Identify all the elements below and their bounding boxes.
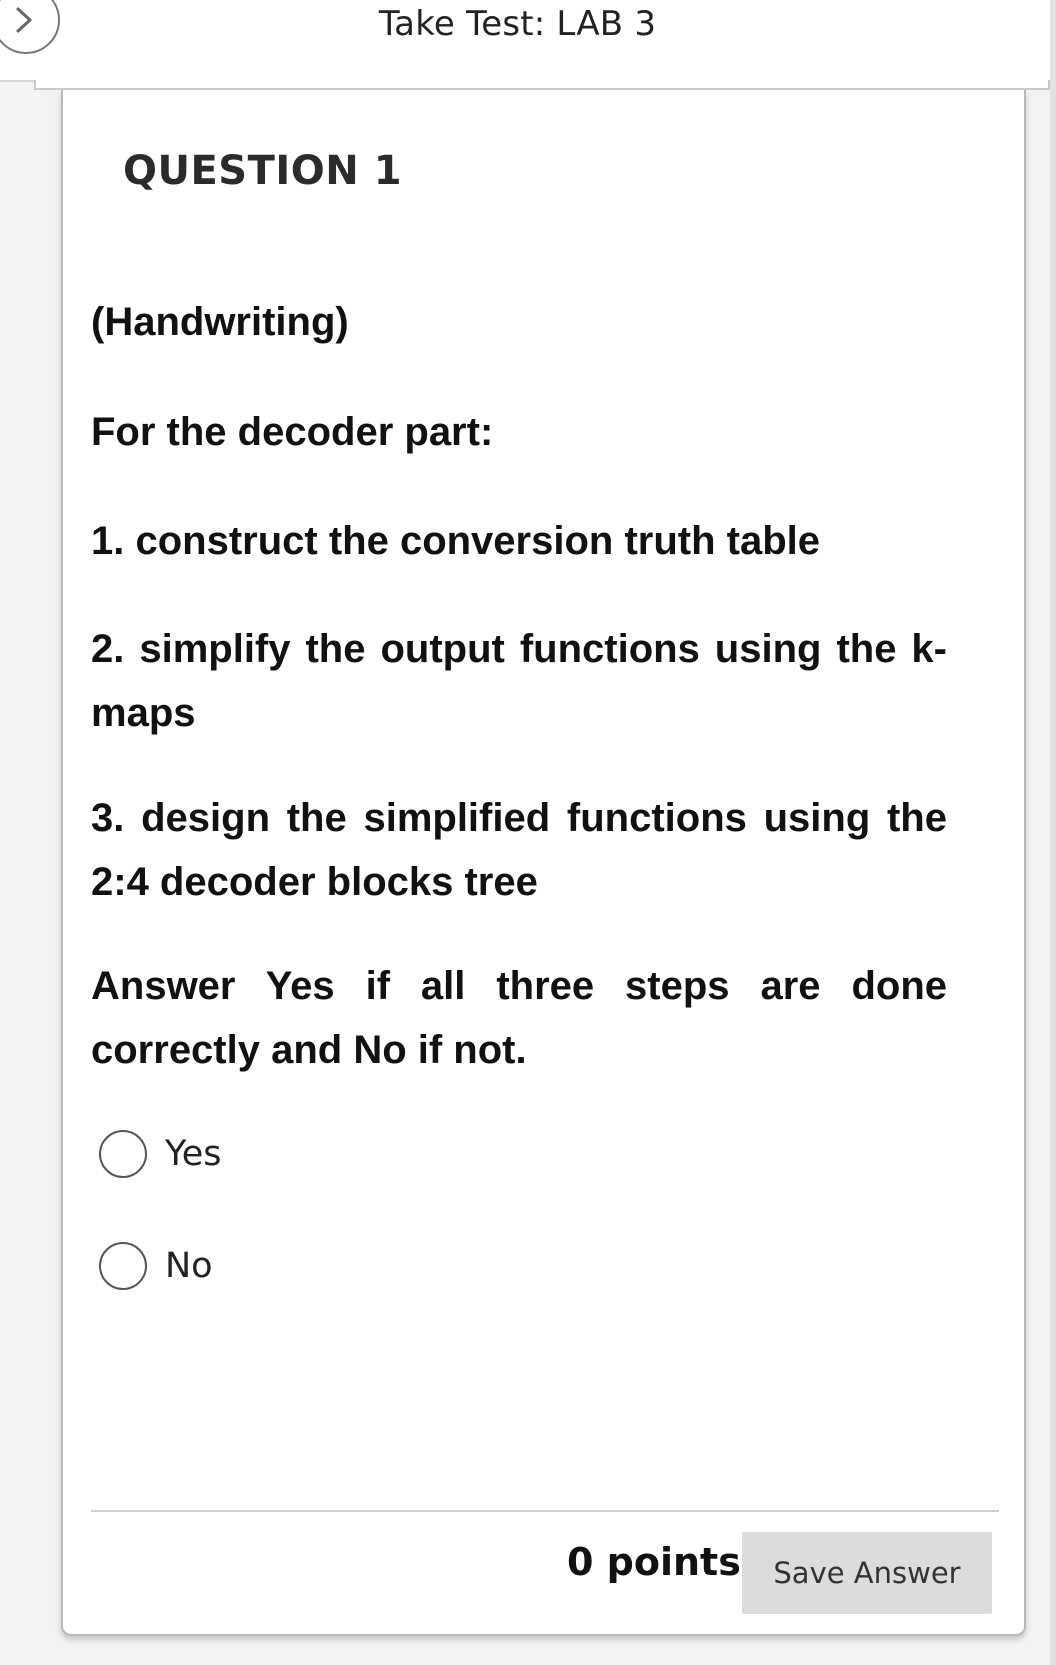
question-intro: For the decoder part: [91, 410, 494, 454]
answer-option-no[interactable] [99, 1240, 213, 1292]
question-step-1: 1. construct the conversion truth table [91, 519, 821, 563]
answer-option-label[interactable]: No [165, 1246, 213, 1286]
footer-divider [91, 1510, 999, 1512]
card-top-rail [34, 80, 1050, 90]
answer-option-yes[interactable] [99, 1128, 222, 1180]
radio-button-no[interactable] [99, 1242, 147, 1290]
question-label: QUESTION 1 [123, 148, 403, 194]
points-value: 0 points [567, 1540, 741, 1584]
question-step-2: 2. simplify the output functions using the k-maps [91, 627, 947, 735]
question-instructions: Answer Yes if all three steps are done correctly and No if not. [91, 964, 947, 1072]
question-handwriting-note: (Handwriting) [91, 300, 349, 344]
header-bar [0, 0, 1050, 82]
scrollbar-track[interactable] [1050, 0, 1056, 1665]
radio-button-yes[interactable] [99, 1130, 147, 1178]
question-step-3: 3. design the simplified functions using the 2:4 decoder blocks tree [91, 796, 947, 904]
question-card [61, 90, 1026, 1636]
answer-option-label[interactable]: Yes [165, 1134, 222, 1174]
page-title: Take Test: LAB 3 [378, 4, 657, 44]
save-answer-button[interactable]: Save Answer [742, 1532, 992, 1614]
